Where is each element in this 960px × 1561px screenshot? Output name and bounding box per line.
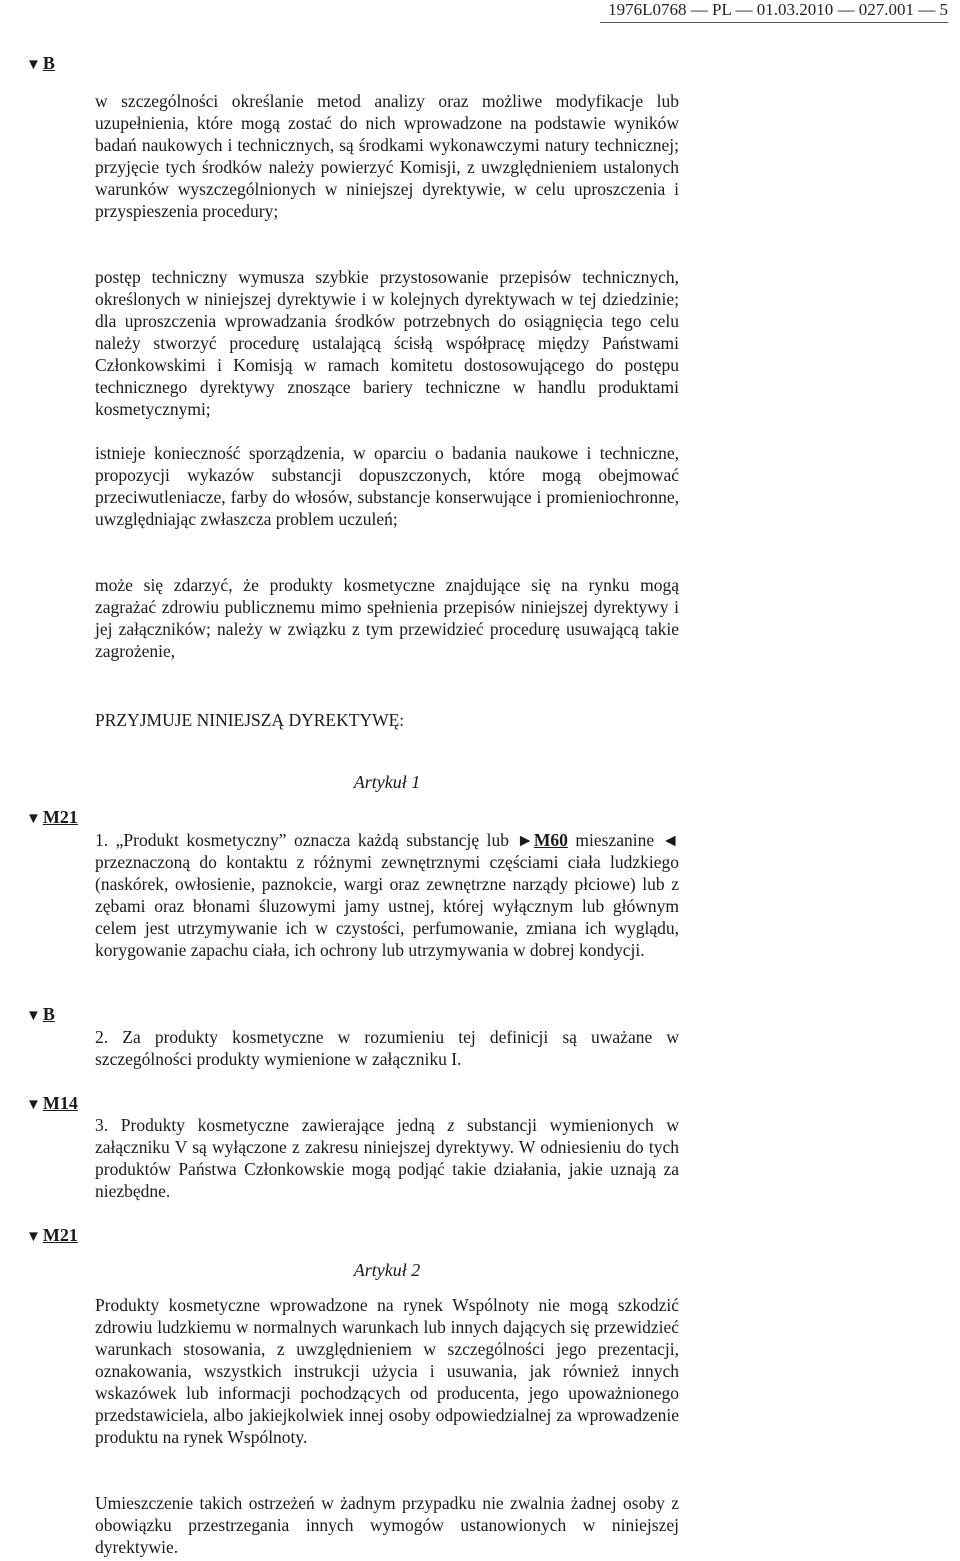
- amendment-start-icon: ►: [516, 830, 534, 850]
- paragraph-text: substancji wymienionych w załączniku V są wyłączone z zakresu niniejszej dyrektywy. W odniesieniu do tych produktów Państwa Członkowskie mogą podjąć takie działania, jakie uznają za niezbędne.: [95, 1115, 680, 1201]
- marker-code: M21: [42, 807, 78, 827]
- amendment-marker-m21[interactable]: [26, 806, 78, 830]
- document-header: 1976L0768 — PL — 01.03.2010 — 027.001 — 5: [600, 0, 948, 23]
- marker-code: M21: [42, 1225, 78, 1245]
- triangle-down-icon: ▼: [26, 811, 41, 827]
- enacting-formula: PRZYJMUJE NINIEJSZĄ DYREKTYWĘ:: [95, 710, 405, 730]
- article-1-title: Artykuł 1: [353, 772, 421, 792]
- amendment-marker-b[interactable]: [26, 1003, 55, 1027]
- article-2-title: Artykuł 2: [353, 1260, 421, 1280]
- recital-paragraph: w szczególności określanie metod analizy oraz możliwe modyfikacje lub uzupełnienia, które mogą zostać do nich wprowadzone na podstawie wyników badań naukowych i technicznych, są środkami wykonawczymi natury technicznej; przyjęcie tych środków należy powierzyć Komisji, z uwzględnieniem ustalonych warunków wyszczególnionych w niniejszej dyrektywie, w celu uproszczenia i przyspieszenia procedury;: [95, 91, 679, 221]
- recital-paragraph: istnieje konieczność sporządzenia, w oparciu o badania naukowe i techniczne, propozycji wykazów substancji dopuszczonych, które mogą obejmować przeciwutleniacze, farby do włosów, substancje konserwujące i promieniochronne, uwzględniając zwłaszcza problem uczuleń;: [95, 443, 679, 529]
- amendment-marker-m14[interactable]: [26, 1092, 78, 1116]
- amendment-marker-b[interactable]: [26, 52, 55, 76]
- marker-code: B: [42, 1004, 55, 1024]
- recital-paragraph: postęp techniczny wymusza szybkie przystosowanie przepisów technicznych, określonych w niniejszej dyrektywie i w kolejnych dyrektywach w tej dziedzinie; dla uproszczenia wprowadzania środków potrzebnych do osiągnięcia tego celu należy stworzyć procedurę ustalającą ścisłą współpracę między Państwami Członkowskimi i Komisją w ramach komitetu dostosowującego do postępu technicznego dyrektywy znoszące bariery techniczne w handlu produktami kosmetycznymi;: [95, 267, 679, 419]
- article-1-paragraph-2: 2. Za produkty kosmetyczne w rozumieniu tej definicji są uważane w szczególności produkty wymienione w załączniku I.: [95, 1027, 679, 1069]
- paragraph-text: 3. Produkty kosmetyczne zawierające jedną: [95, 1115, 435, 1135]
- paragraph-text: mieszanine ◄ przeznaczoną do kontaktu z różnymi zewnętrznymi częściami ciała ludzkiego (naskórek, owłosienie, paznokcie, wargi oraz zewnętrzne narządy płciowe) lub z zębami oraz błonami śluzowymi jamy ustnej, której wyłącznym lub głównym celem jest utrzymywanie ich w czystości, perfumowanie, zmiana ich wyglądu, korygowanie zapachu ciała, ich ochrony lub utrzymywania w dobrej kondycji.: [95, 830, 679, 960]
- triangle-down-icon: ▼: [26, 1008, 41, 1024]
- article-2-paragraph-1: Produkty kosmetyczne wprowadzone na rynek Wspólnoty nie mogą szkodzić zdrowiu ludzkiemu w normalnych warunkach lub innych dających się przewidzieć warunkach stosowania, z uwzględnieniem w szczególności jego prezentacji, oznakowania, wszystkich instrukcji użycia i usuwania, jak również innych wskazówek lub informacji pochodzących od producenta, jego upoważnionego przedstawiciela, albo jakiejkolwiek innej osoby odpowiedzialnej za wprowadzenie produktu na rynek Wspólnoty.: [95, 1295, 679, 1447]
- paragraph-text: 1. „Produkt kosmetyczny” oznacza każdą substancję lub: [95, 830, 509, 850]
- italic-letter: z: [447, 1115, 455, 1135]
- marker-code: B: [42, 53, 55, 73]
- article-1-paragraph-3: [95, 1114, 679, 1202]
- amendment-reference-m60[interactable]: M60: [533, 830, 568, 850]
- article-2-paragraph-2: Umieszczenie takich ostrzeżeń w żadnym przypadku nie zwalnia żadnej osoby z obowiązku przestrzegania innych wymogów ustanowionych w niniejszej dyrektywie.: [95, 1493, 679, 1557]
- amendment-marker-m21[interactable]: [26, 1224, 78, 1248]
- triangle-down-icon: ▼: [26, 1097, 41, 1113]
- triangle-down-icon: ▼: [26, 57, 41, 73]
- article-1-paragraph-1: [95, 829, 679, 961]
- recital-paragraph: może się zdarzyć, że produkty kosmetyczne znajdujące się na rynku mogą zagrażać zdrowiu publicznemu mimo spełnienia przepisów niniejszej dyrektywy i jej załączników; należy w związku z tym przewidzieć procedurę usuwającą takie zagrożenie,: [95, 575, 679, 661]
- marker-code: M14: [42, 1093, 78, 1113]
- triangle-down-icon: ▼: [26, 1229, 41, 1245]
